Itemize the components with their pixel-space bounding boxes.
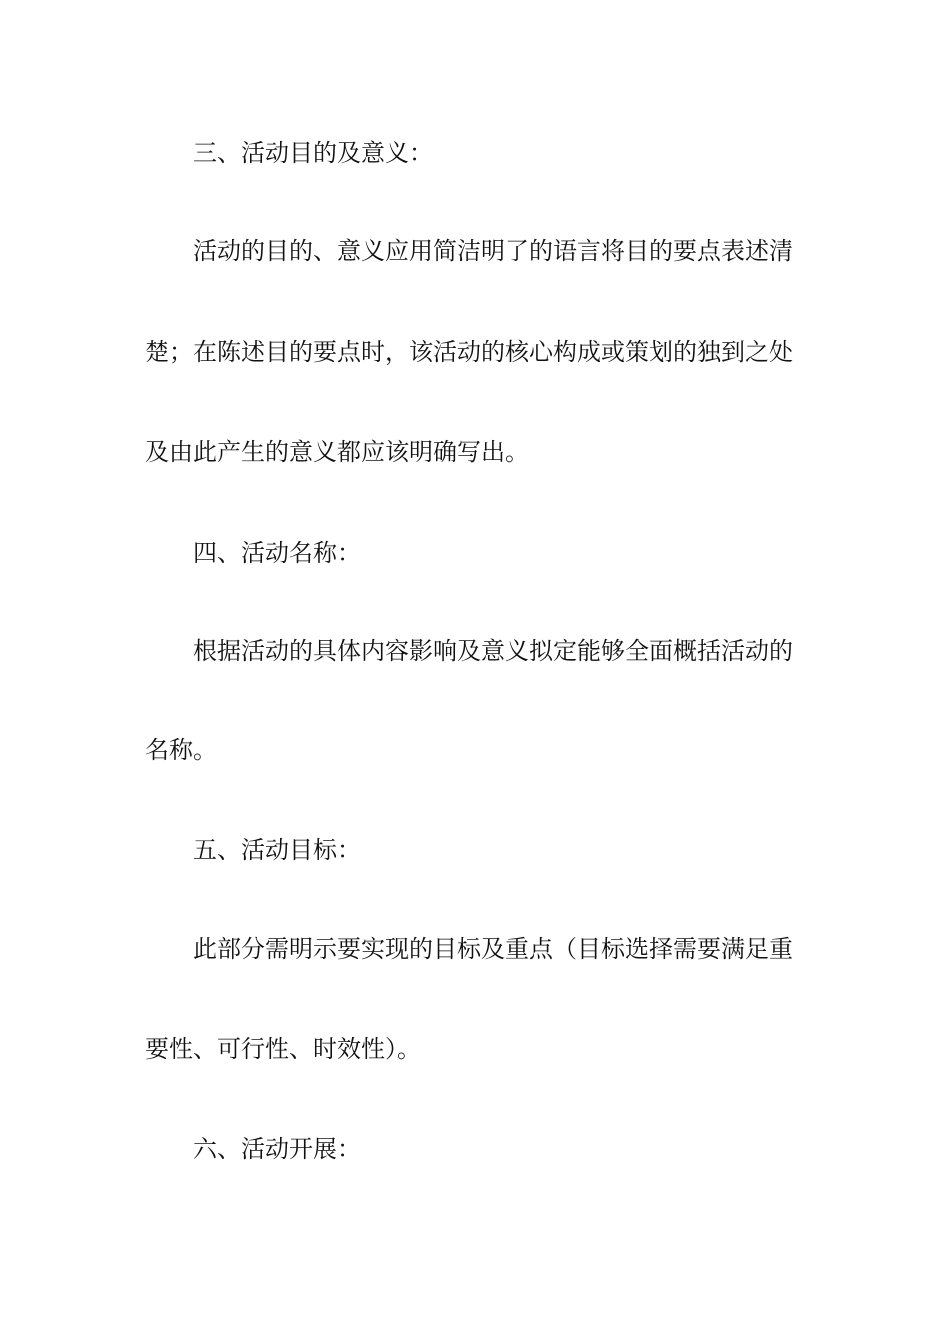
paragraph-line: 楚；在陈述目的要点时，该活动的核心构成或策划的独到之处 <box>145 338 793 366</box>
section-heading-goals: 五、活动目标： <box>193 836 361 864</box>
paragraph-line: 名称。 <box>145 736 217 764</box>
section-heading-purpose: 三、活动目的及意义： <box>193 139 433 167</box>
paragraph-line: 活动的目的、意义应用简洁明了的语言将目的要点表述清 <box>193 237 793 265</box>
paragraph-line: 及由此产生的意义都应该明确写出。 <box>145 438 529 466</box>
paragraph-line: 要性、可行性、时效性）。 <box>145 1035 421 1063</box>
section-heading-name: 四、活动名称： <box>193 539 361 567</box>
paragraph-line: 根据活动的具体内容影响及意义拟定能够全面概括活动的 <box>193 637 793 665</box>
section-heading-execution: 六、活动开展： <box>193 1135 361 1163</box>
paragraph-line: 此部分需明示要实现的目标及重点（目标选择需要满足重 <box>193 935 793 963</box>
